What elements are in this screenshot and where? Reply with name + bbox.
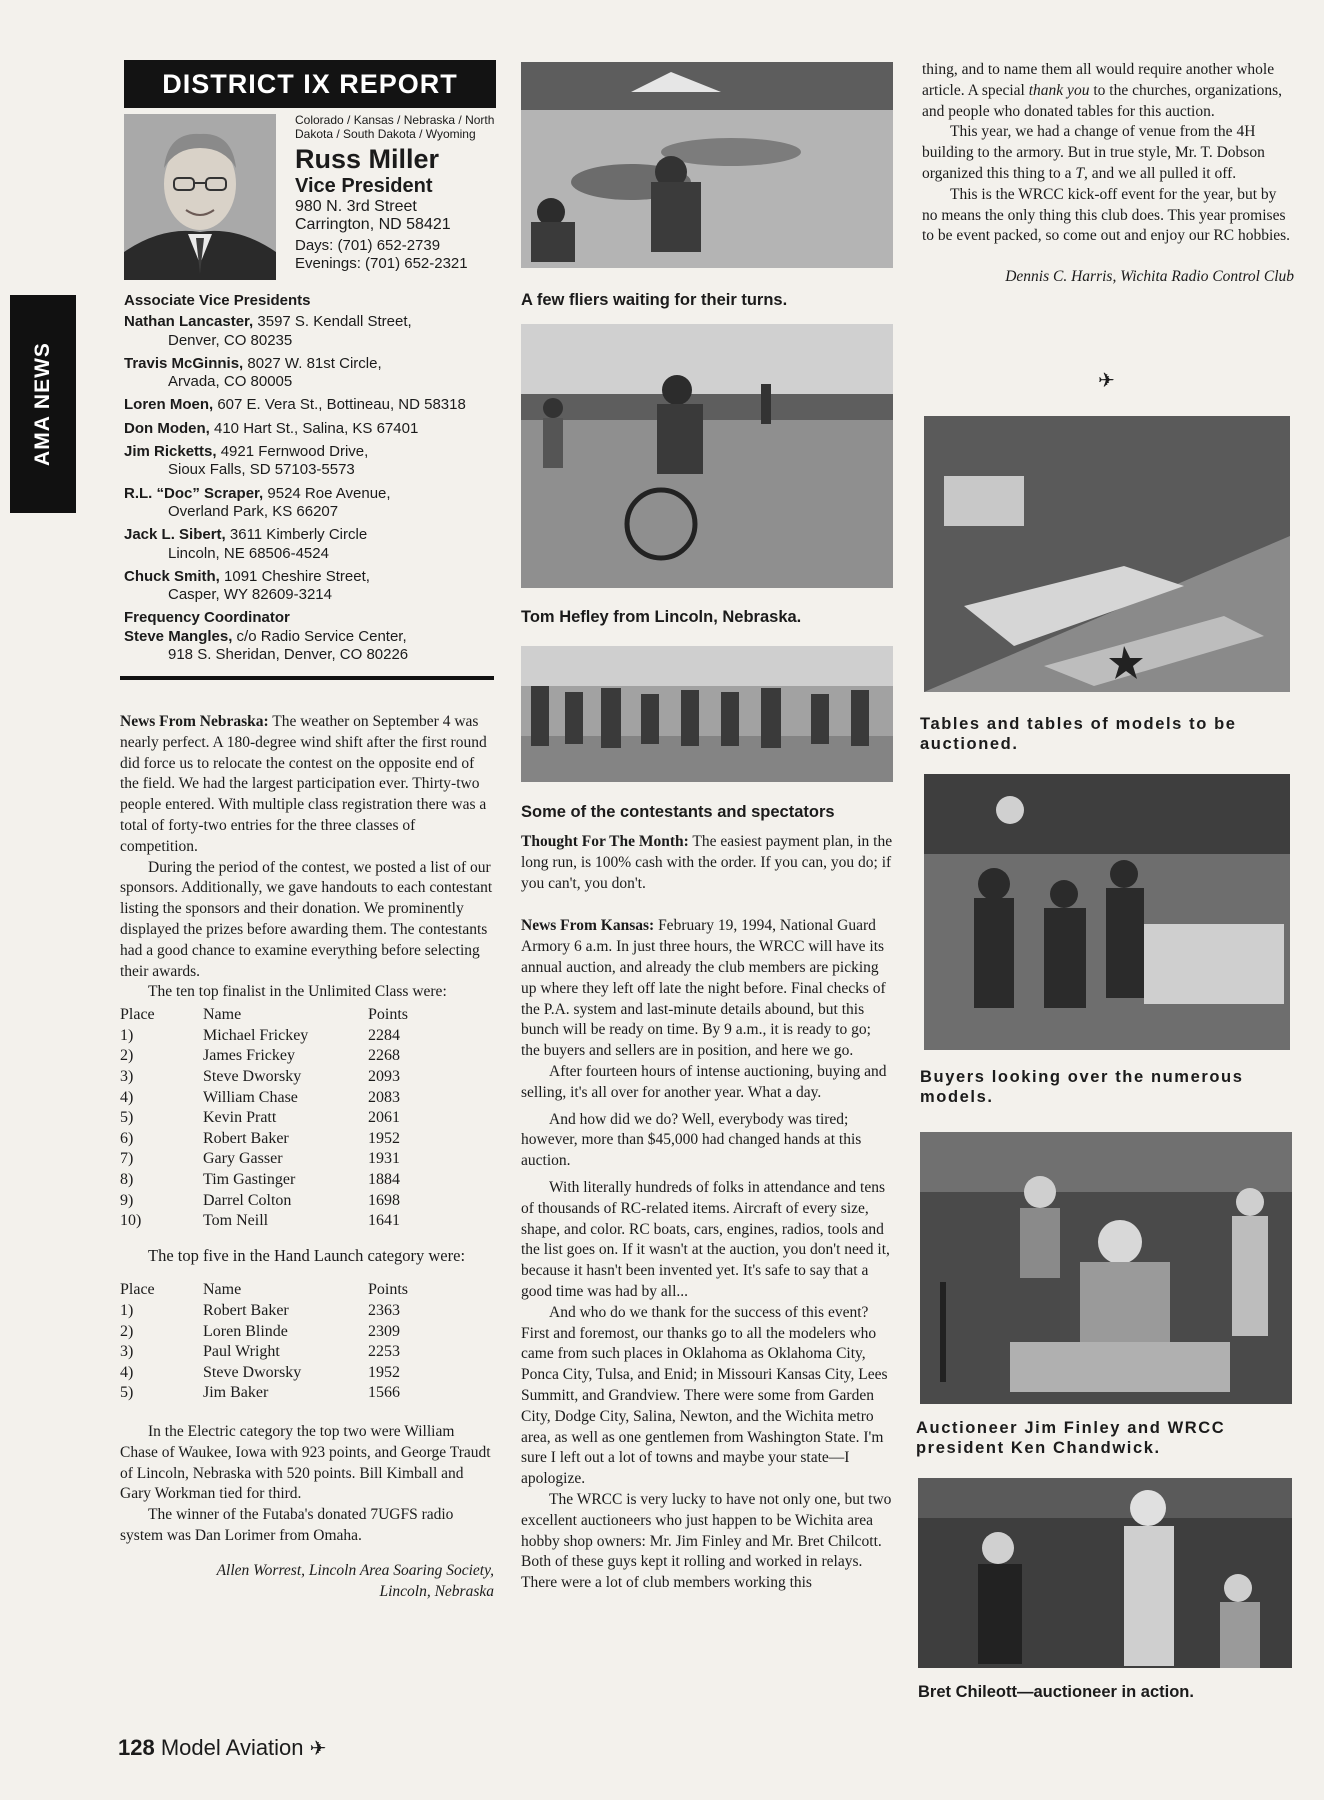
table-row: 5) Jim Baker 1566 — [120, 1384, 400, 1402]
associate-entry: Don Moden, 410 Hart St., Salina, KS 67401 — [124, 419, 419, 437]
caption-fliers-waiting: A few fliers waiting for their turns. — [521, 291, 788, 309]
vp-day-phone: Days: (701) 652-2739 — [295, 237, 441, 255]
section-divider — [120, 676, 494, 680]
caption-tom-hefley: Tom Hefley from Lincoln, Nebraska. — [521, 608, 802, 626]
table-row: 4) William Chase 2083 — [120, 1088, 400, 1106]
vp-portrait-photo — [124, 114, 276, 280]
frequency-coordinator-heading: Frequency Coordinator — [124, 609, 290, 627]
tom-hefley-photo — [521, 324, 893, 588]
airplane-icon: ✈ — [309, 1736, 327, 1760]
associate-entry: Travis McGinnis, 8027 W. 81st Circle, Arvada, CO 80005 — [124, 354, 382, 391]
caption-contestants: Some of the contestants and spectators — [521, 803, 835, 821]
vp-evening-phone: Evenings: (701) 652-2321 — [295, 254, 468, 272]
frequency-coordinator-entry: Steve Mangles, c/o Radio Service Center, 918 S. Sheridan, Denver, CO 80226 — [124, 627, 409, 664]
vp-contact-block — [295, 114, 500, 272]
fliers-waiting-photo — [521, 62, 893, 268]
kansas-article: Thought For The Month: The easiest payment plan, in the long run, is 100% cash with the order. If you can, you do; if you can't, you don't. News From Kansas: February 19, 1994, National Guard Armory 6 a.m. In just three hours, the WRCC will have its annual auction, and already the club members are picking up where they left off late the night before. Final checks of the P.A. system and last-minute details abound, but this bunch will be ready on time. By 9 a.m., it is ready to go; the buyers and sellers are in position, and here we go. After fourteen hours of intense auctioning, buying and selling, it's all over for another year. What a day. And how did we do? Well, everybody was tired; however, more than $45,000 had changed hands at this auction. With literally hundreds of folks in attendance and tens of thousands of RC-related items. Aircraft of every size, shape, and color. RC boats, cars, engines, radios, tools and the list goes on. If it wasn't at the auction, you don't need it, because it hasn't been invented yet. It's safe to say that a good time was had by all... And who do we thank for the success of this event? First and foremost, our thanks go to all the modelers who came from such places in Oklahoma as Oklahoma City, Ponca City, Tulsa, and Enid; in Missouri Kansas City, Lees Summitt, and Grandview. There were some from Garden City, Dodge City, Salina, Newton, and the Wichita metro area, as well as one gentlemen from Washington State. I'm sure I left out a lot of towns and maybe your state—I apologize. The WRCC is very lucky to have not only one, but two excellent auctioneers who just happen to be Wichita area hobby shop owners: Mr. Jim Finley and Mr. Bret Chilcott. Both of these guys kept it rolling and worked in relays. There were a lot of club members working this — [521, 833, 893, 1592]
associate-vp-list — [124, 292, 504, 669]
caption-buyers: Buyers looking over the numerous models. — [920, 1068, 1244, 1106]
table-row: 3) Steve Dworsky 2093 — [120, 1067, 400, 1085]
nebraska-article: News From Nebraska: The weather on September 4 was nearly perfect. A 180-degree wind shift after the first round did force us to relocate the contest on the opposite end of the field. We had the largest participation ever. Thirty-two people entered. With multiple class registration there was a total of forty-two entries for the three classes of competition. During the period of the contest, we posted a list of our sponsors. Additionally, we gave handouts to each contestant listing the sponsors and their donation. We prominently displayed the prizes before awarding them. The contestants had a good chance to examine everything before selecting their awards. The ten top finalist in the Unlimited Class were: Place Name Points 1) Michael Frickey 2284 2) James Frickey 2268 3) Steve Dworsky 2093 4) William Chase 2083 5) Kevin Pratt 2061 6) Robert Baker 1952 7) Gary Gasser 1931 8) Tim Gastinger 1884 9) Darrel Colton 1698 10) Tom Neill 1641 The top five in the Hand Launch category were: Place Name Points 1) Robert Baker 2363 2) Loren Blinde 2309 3) Paul Wright 2253 4) Steve Dworsky 1952 5) Jim Baker 1566 In the Electric category the top two were William Chase of Waukee, Iowa with 923 points, and George Traudt of Lincoln, Nebraska with 520 points. Bill Kimball and Gary Workman tied for third. The winner of the Futaba's donated 7UGFS radio system was Dan Lorimer from Omaha. Allen Worrest, Lincoln Area Soaring Society, Lincoln, Nebraska — [120, 713, 494, 1600]
table-row: 7) Gary Gasser 1931 — [120, 1150, 400, 1168]
vp-title: Vice President — [295, 174, 433, 197]
associate-entry: Chuck Smith, 1091 Cheshire Street, Casper, WY 82609-3214 — [124, 567, 370, 604]
table-row: 6) Robert Baker 1952 — [120, 1129, 400, 1147]
page-number: 128 — [118, 1735, 155, 1760]
table-row: 9) Darrel Colton 1698 — [120, 1191, 400, 1209]
caption-bret-chilcott: Bret Chileott—auctioneer in action. — [918, 1683, 1194, 1701]
table-row: 2) Loren Blinde 2309 — [120, 1322, 400, 1340]
section-side-tab-label: AMA NEWS — [31, 342, 55, 466]
auctioneer-finley-photo — [920, 1132, 1292, 1404]
caption-auctioneer-finley: Auctioneer Jim Finley and WRCC president Ken Chandwick. — [916, 1419, 1226, 1457]
table-row: 1) Robert Baker 2363 — [120, 1302, 400, 1320]
section-side-tab — [10, 295, 76, 513]
table-row: 1) Michael Frickey 2284 — [120, 1026, 400, 1044]
auction-tables-photo — [924, 416, 1290, 692]
vp-states: Colorado / Kansas / Nebraska / North Dakota / South Dakota / Wyoming — [295, 113, 495, 141]
table-row: 4) Steve Dworsky 1952 — [120, 1363, 400, 1381]
magazine-name: Model Aviation — [160, 1735, 304, 1760]
associate-entry: Loren Moen, 607 E. Vera St., Bottineau, ND 58318 — [124, 396, 466, 414]
kansas-signature: Dennis C. Harris, Wichita Radio Control Club — [1005, 268, 1294, 286]
vp-street: 980 N. 3rd Street — [295, 197, 417, 215]
associate-vp-heading: Associate Vice Presidents — [124, 292, 311, 309]
associate-entry: R.L. “Doc” Scraper, 9524 Roe Avenue, Overland Park, KS 66207 — [124, 484, 391, 520]
associate-entry: Jim Ricketts, 4921 Fernwood Drive, Sioux Falls, SD 57103-5573 — [124, 443, 369, 479]
caption-auction-tables: Tables and tables of models to be auctioned. — [920, 715, 1237, 753]
contestants-photo — [521, 646, 893, 782]
table-row: 5) Kevin Pratt 2061 — [120, 1109, 400, 1127]
page-footer — [118, 1735, 326, 1761]
nebraska-signature: Allen Worrest, Lincoln Area Soaring Society, — [216, 1561, 494, 1579]
table-row: 2) James Frickey 2268 — [120, 1047, 400, 1065]
hand-launch-results-table: Place Name Points 1) Robert Baker 2363 2) Loren Blinde 2309 3) Paul Wright 2253 4) Steve Dworsky 1952 5) Jim Baker 1566 — [120, 1280, 408, 1404]
table-row: 10) Tom Neill 1641 — [120, 1212, 400, 1230]
vp-city: Carrington, ND 58421 — [295, 216, 451, 234]
associate-entry: Nathan Lancaster, 3597 S. Kendall Street, Denver, CO 80235 — [124, 313, 412, 349]
table-row: 8) Tim Gastinger 1884 — [120, 1170, 400, 1188]
vp-name: Russ Miller — [295, 143, 440, 174]
buyers-photo — [924, 774, 1290, 1050]
kansas-article-continued: thing, and to name them all would require another whole article. A special thank you to the churches, organizations, and people who donated tables for this auction. This year, we had a change of venue from the 4H building to the armory. But in true style, Mr. T. Dobson organized this thing to a T, and we all pulled it off. This is the WRCC kick-off event for the year, but by no means the only thing this club does. This year promises to be event packed, so come out and enjoy our RC hobbies. Dennis C. Harris, Wichita Radio Control Club — [922, 60, 1294, 288]
bret-chilcott-photo — [918, 1478, 1292, 1668]
airplane-icon: ✈ — [1098, 368, 1115, 392]
associate-entry: Jack L. Sibert, 3611 Kimberly Circle Lincoln, NE 68506-4524 — [124, 526, 368, 562]
unlimited-results-table: Place Name Points 1) Michael Frickey 2284 2) James Frickey 2268 3) Steve Dworsky 2093 4) William Chase 2083 5) Kevin Pratt 2061 6) Robert Baker 1952 7) Gary Gasser 1931 8) Tim Gastinger 1884 9) Darrel Colton 1698 10) Tom Neill 1641 — [120, 1005, 408, 1232]
table-row: 3) Paul Wright 2253 — [120, 1343, 400, 1361]
report-header: DISTRICT IX REPORT — [124, 60, 496, 108]
